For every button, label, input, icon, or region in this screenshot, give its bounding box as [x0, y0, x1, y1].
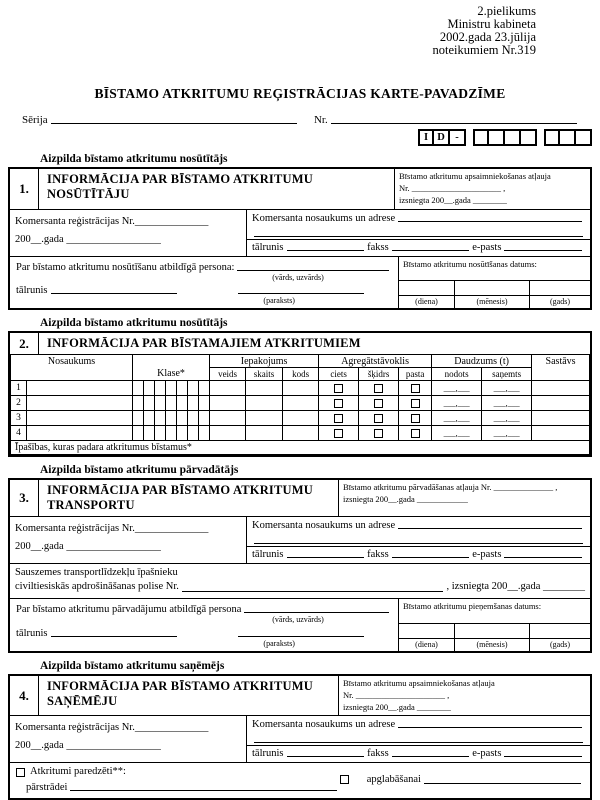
section-4-receiver	[8, 674, 592, 800]
company-details	[246, 210, 590, 256]
permit-line: izsniegta 200__.gada ____________	[343, 493, 468, 504]
checkbox-ciets[interactable]	[334, 414, 343, 423]
permit-line: Bīstamo atkritumu apsaimniekošanas atļauja	[343, 677, 495, 688]
day-label: (diena)	[415, 639, 438, 649]
year-label: (gads)	[550, 639, 570, 649]
registration-line: Komersanta reģistrācijas Nr.______________	[15, 523, 209, 535]
blank-line	[238, 284, 364, 294]
date-label: Bīstamo atkritumu nosūtīšanas datums:	[403, 258, 537, 269]
section-2-waste-info	[8, 331, 592, 457]
company-details	[246, 517, 590, 563]
waste-row-4	[11, 426, 590, 441]
address-label: Komersanta nosaukums un adrese	[252, 212, 396, 224]
sanemts-cell: ___,___	[482, 396, 532, 411]
phone-label: tālrunis	[252, 549, 284, 561]
email-label: e-pasts	[472, 748, 502, 760]
email-label: e-pasts	[472, 241, 502, 253]
veids-cell	[210, 411, 246, 426]
code-box-empty	[521, 129, 537, 146]
nosaukums-cell	[27, 411, 133, 426]
month-label: (mēnesis)	[476, 639, 508, 649]
blank-line	[424, 774, 581, 784]
fill-note-carrier: Aizpilda bīstamo atkritumu pārvadātājs	[40, 464, 239, 477]
phone-label: tālrunis	[16, 284, 48, 296]
pasta-cell	[399, 411, 432, 426]
section-1-company-row	[10, 209, 590, 256]
section-1-header-row	[10, 169, 590, 209]
nodots-cell: ___,___	[432, 381, 482, 396]
recycle-label: pārstrādei	[26, 782, 68, 794]
code-box: I	[418, 129, 434, 146]
klase-cell	[199, 381, 210, 396]
registration-line: 200__.gada __________________	[15, 740, 161, 752]
serial-number-row	[8, 114, 592, 126]
serija-label: Sērija	[21, 114, 48, 126]
section-3-insurance-row	[10, 563, 590, 598]
ciets-cell	[319, 396, 359, 411]
waste-row-1	[11, 381, 590, 396]
waste-row-2	[11, 396, 590, 411]
registration-line: Komersanta reģistrācijas Nr.______________	[15, 215, 209, 227]
klase-cell	[199, 411, 210, 426]
registration-line: Komersanta reģistrācijas Nr.______________	[15, 722, 209, 734]
checkbox-pasta[interactable]	[411, 429, 420, 438]
pasta-cell	[399, 396, 432, 411]
code-box-empty	[544, 129, 560, 146]
section-4-header-row	[10, 676, 590, 716]
sanemts-cell: ___,___	[482, 381, 532, 396]
fax-label: fakss	[367, 549, 389, 561]
phone-label: tālrunis	[16, 627, 48, 639]
pasta-cell	[399, 426, 432, 441]
fax-label: fakss	[367, 748, 389, 760]
blank-line	[392, 548, 470, 558]
responsible-person-label: Par bīstamo atkritumu pārvadājumu atbildīgā persona	[16, 604, 242, 616]
blank-line	[237, 261, 389, 271]
section-3-transport	[8, 478, 592, 653]
nodots-cell: ___,___	[432, 426, 482, 441]
blank-line	[392, 241, 470, 251]
col-header-nosaukums: Nosaukums	[11, 355, 133, 381]
code-box-empty	[505, 129, 521, 146]
klase-cell	[166, 426, 177, 441]
year-label: (gads)	[550, 297, 570, 307]
code-group-middle	[473, 129, 537, 146]
blank-line	[254, 224, 583, 237]
blank-line	[398, 519, 582, 529]
blank-line	[244, 603, 389, 613]
insurance-line: Sauszemes transportlīdzekļu īpašnieku	[15, 567, 178, 579]
registration-number-field	[10, 210, 246, 256]
company-details	[246, 716, 590, 762]
sastavs-cell	[532, 411, 590, 426]
date-day-box	[399, 281, 454, 296]
checkbox-pasta[interactable]	[411, 399, 420, 408]
ciets-cell	[319, 411, 359, 426]
waste-row-3	[11, 411, 590, 426]
contact-fields	[247, 239, 590, 256]
registration-line: 200__.gada __________________	[15, 233, 161, 245]
annex-line: 2002.gada 23.jūlija	[439, 30, 536, 44]
name-surname-hint: (vārds, uzvārds)	[272, 272, 324, 282]
nodots-cell: ___,___	[432, 396, 482, 411]
permit-line: izsniegta 200__.gada ________	[399, 194, 507, 205]
blank-line	[504, 548, 582, 558]
serial-code-boxes	[8, 129, 592, 146]
code-box-empty	[489, 129, 505, 146]
section-2-title: INFORMĀCIJA PAR BĪSTAMAJIEM ATKRITUMIEM	[38, 333, 590, 354]
blank-line	[287, 241, 365, 251]
blank-line	[70, 781, 336, 791]
month-label: (mēnesis)	[476, 297, 508, 307]
section-4-title: INFORMĀCIJA PAR BĪSTAMO ATKRITUMU SAŅĒMĒJU	[38, 676, 338, 716]
code-box-empty	[473, 129, 489, 146]
blank-line	[51, 284, 177, 294]
section-4-number: 4.	[19, 687, 29, 703]
skidrs-cell	[359, 396, 399, 411]
signature-hint: (paraksts)	[263, 638, 295, 648]
section-1-person-row	[10, 256, 590, 308]
checkbox-pasta[interactable]	[411, 414, 420, 423]
col-header-ciets: ciets	[319, 368, 359, 381]
responsible-person-field	[10, 599, 398, 650]
kods-cell	[283, 426, 319, 441]
col-header-skaits: skaits	[246, 368, 283, 381]
section-2-header-row	[10, 333, 590, 354]
fill-note-consignor-2: Aizpilda bīstamo atkritumu nosūtītājs	[40, 317, 228, 330]
section-3-person-row	[10, 598, 590, 650]
kods-cell	[283, 381, 319, 396]
permit-line: Bīstamo atkritumu pārvadāšanas atļauja Nr. ______________ ,	[343, 482, 558, 493]
checkbox-ciets[interactable]	[334, 384, 343, 393]
veids-cell	[210, 426, 246, 441]
date-grid	[399, 280, 590, 308]
blank-line	[51, 627, 177, 637]
sastavs-cell	[532, 381, 590, 396]
col-header-nodots: nodots	[432, 368, 482, 381]
date-label: Bīstamo atkritumu pieņemšanas datums:	[403, 601, 542, 612]
document-title: BĪSTAMO ATKRITUMU REĢISTRĀCIJAS KARTE-PAVADZĪME	[94, 86, 506, 101]
klase-cell	[199, 426, 210, 441]
blank-line	[398, 718, 582, 728]
day-label: (diena)	[415, 297, 438, 307]
skaits-cell	[246, 426, 283, 441]
klase-cell	[188, 426, 199, 441]
blank-line	[287, 548, 365, 558]
skidrs-cell	[359, 411, 399, 426]
row-number: 1	[11, 381, 27, 396]
checkbox-skidrs[interactable]	[374, 414, 383, 423]
checkbox-skidrs[interactable]	[374, 384, 383, 393]
registration-number-field	[10, 716, 246, 762]
nosaukums-cell	[27, 396, 133, 411]
klase-cell	[144, 381, 155, 396]
code-box-empty	[560, 129, 576, 146]
klase-cell	[188, 396, 199, 411]
code-box: D	[434, 129, 450, 146]
klase-cell	[199, 396, 210, 411]
section-1-consignor	[8, 167, 592, 310]
section-3-title: INFORMĀCIJA PAR BĪSTAMO ATKRITUMU TRANSPORTU	[38, 480, 338, 516]
klase-cell	[133, 396, 144, 411]
date-month-box	[455, 624, 529, 639]
blank-line	[504, 241, 582, 251]
purpose-label: Atkritumi paredzēti**:	[30, 766, 126, 778]
company-name-address-field	[247, 716, 590, 745]
klase-cell	[188, 381, 199, 396]
section-3-permit-field	[338, 480, 590, 516]
contact-fields	[247, 745, 590, 762]
klase-cell	[177, 426, 188, 441]
section-3-company-row	[10, 516, 590, 563]
klase-cell	[177, 411, 188, 426]
permit-line: izsniegta 200__.gada ________	[343, 701, 451, 712]
klase-cell	[133, 381, 144, 396]
annex-line: 2.pielikums	[477, 4, 536, 18]
code-group-suffix	[544, 129, 592, 146]
insurance-policy-field	[10, 564, 590, 598]
section-3-header-row	[10, 480, 590, 516]
row-number: 4	[11, 426, 27, 441]
name-surname-hint: (vārds, uzvārds)	[272, 615, 324, 625]
date-day-box	[399, 624, 454, 639]
code-box: -	[450, 129, 466, 146]
col-header-skidrs: šķidrs	[359, 368, 399, 381]
klase-cell	[166, 411, 177, 426]
blank-line	[392, 747, 470, 757]
address-label: Komersanta nosaukums un adrese	[252, 719, 396, 731]
skidrs-cell	[359, 381, 399, 396]
kods-cell	[283, 396, 319, 411]
address-label: Komersanta nosaukums un adrese	[252, 520, 396, 532]
permit-line: Nr. _____________________ ,	[399, 182, 506, 193]
col-header-agregatstavoklis: Agregātstāvoklis	[319, 355, 432, 368]
sanemts-cell: ___,___	[482, 411, 532, 426]
col-header-sanemts: saņemts	[482, 368, 532, 381]
phone-label: tālrunis	[252, 748, 284, 760]
klase-cell	[155, 426, 166, 441]
row-number: 3	[11, 411, 27, 426]
date-month-box	[455, 281, 529, 296]
waste-table	[10, 354, 590, 455]
klase-cell	[177, 381, 188, 396]
checkbox-apglabasanai[interactable]	[340, 775, 349, 784]
section-1-number: 1.	[19, 180, 29, 196]
code-group-prefix	[418, 129, 466, 146]
veids-cell	[210, 396, 246, 411]
klase-cell	[155, 381, 166, 396]
kods-cell	[283, 411, 319, 426]
checkbox-ciets[interactable]	[334, 429, 343, 438]
dispatch-date-field	[398, 257, 590, 308]
registration-number-field	[10, 517, 246, 563]
sastavs-cell	[532, 426, 590, 441]
klase-cell	[144, 426, 155, 441]
klase-cell	[166, 396, 177, 411]
ciets-cell	[319, 381, 359, 396]
row-number: 2	[11, 396, 27, 411]
klase-cell	[144, 396, 155, 411]
col-header-iepakojums: Iepakojums	[210, 355, 319, 368]
nodots-cell: ___,___	[432, 411, 482, 426]
blank-line	[51, 114, 297, 124]
section-4-permit-field	[338, 676, 590, 716]
blank-line	[254, 531, 583, 544]
fill-note-receiver: Aizpilda bīstamo atkritumu saņēmējs	[40, 659, 225, 672]
annex-reference	[8, 5, 592, 57]
klase-cell	[188, 411, 199, 426]
section-4-company-row	[10, 715, 590, 762]
company-name-address-field	[247, 517, 590, 546]
fax-label: fakss	[367, 241, 389, 253]
skaits-cell	[246, 411, 283, 426]
checkbox-pasta[interactable]	[411, 384, 420, 393]
col-header-veids: veids	[210, 368, 246, 381]
checkbox-purpose[interactable]	[16, 768, 25, 777]
klase-cell	[177, 396, 188, 411]
klase-cell	[133, 411, 144, 426]
insurance-policy-label: civiltiesiskās apdrošināšanas polise Nr.	[15, 581, 179, 593]
section-1-permit-field	[394, 169, 590, 209]
veids-cell	[210, 381, 246, 396]
nr-label: Nr.	[313, 114, 328, 126]
klase-cell	[155, 396, 166, 411]
blank-line	[287, 747, 365, 757]
company-name-address-field	[247, 210, 590, 239]
acceptance-date-field	[398, 599, 590, 650]
fill-note-consignor: Aizpilda bīstamo atkritumu nosūtītājs	[40, 153, 228, 165]
klase-cell	[144, 411, 155, 426]
phone-label: tālrunis	[252, 241, 284, 253]
klase-cell	[133, 426, 144, 441]
permit-line: Nr. _____________________ ,	[343, 689, 450, 700]
date-grid	[399, 623, 590, 651]
responsible-person-label: Par bīstamo atkritumu nosūtīšanu atbildīgā persona:	[16, 261, 235, 273]
permit-line: Bīstamo atkritumu apsaimniekošanas atļauja	[399, 171, 551, 181]
sastavs-cell	[532, 396, 590, 411]
purpose-dispose-option	[340, 766, 584, 793]
checkbox-skidrs[interactable]	[374, 429, 383, 438]
skaits-cell	[246, 381, 283, 396]
section-3-number: 3.	[19, 490, 29, 506]
blank-line	[504, 747, 582, 757]
checkbox-skidrs[interactable]	[374, 399, 383, 408]
nosaukums-cell	[27, 381, 133, 396]
section-2-number: 2.	[19, 335, 29, 351]
purpose-recycle-option	[16, 766, 340, 793]
col-header-sastavs: Sastāvs	[532, 355, 590, 381]
col-header-kods: kods	[283, 368, 319, 381]
sanemts-cell: ___,___	[482, 426, 532, 441]
contact-fields	[247, 546, 590, 563]
date-year-box	[530, 281, 590, 296]
date-year-box	[530, 624, 590, 639]
annex-line: Ministru kabineta	[447, 17, 536, 31]
dispose-label: apglabāšanai	[366, 774, 421, 786]
klase-cell	[166, 381, 177, 396]
blank-line	[254, 730, 583, 743]
waste-purpose-row	[10, 762, 590, 798]
blank-line	[238, 627, 364, 637]
section-1-title: INFORMĀCIJA PAR BĪSTAMO ATKRITUMU NOSŪTĪTĀJU	[38, 169, 394, 209]
klase-cell	[155, 411, 166, 426]
blank-line	[331, 114, 577, 124]
blank-line	[182, 582, 444, 592]
pasta-cell	[399, 381, 432, 396]
skidrs-cell	[359, 426, 399, 441]
col-header-daudzums: Daudzums (t)	[432, 355, 532, 368]
signature-hint: (paraksts)	[263, 295, 295, 305]
annex-line: noteikumiem Nr.319	[432, 43, 536, 57]
hazard-properties-note: Īpašības, kuras padara atkritumus bīstamus*	[11, 441, 590, 455]
col-header-klase: Klase*	[133, 355, 210, 381]
insurance-issued-label: , izsniegta 200__.gada ________	[446, 581, 585, 593]
nosaukums-cell	[27, 426, 133, 441]
registration-line: 200__.gada __________________	[15, 540, 161, 552]
code-box-empty	[576, 129, 592, 146]
blank-line	[398, 212, 582, 222]
col-header-pasta: pasta	[399, 368, 432, 381]
checkbox-ciets[interactable]	[334, 399, 343, 408]
ciets-cell	[319, 426, 359, 441]
responsible-person-field	[10, 257, 398, 308]
email-label: e-pasts	[472, 549, 502, 561]
skaits-cell	[246, 396, 283, 411]
